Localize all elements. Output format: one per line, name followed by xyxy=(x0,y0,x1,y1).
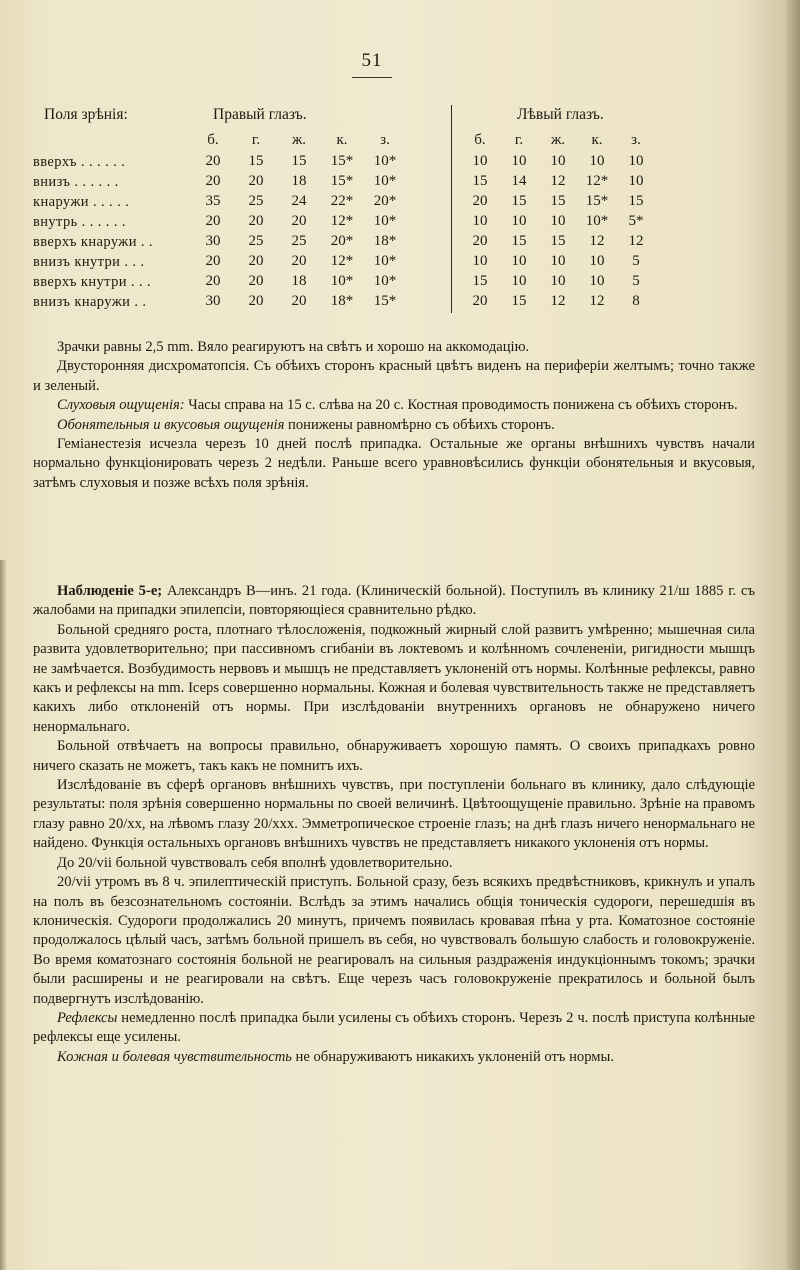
table-cell-left-eye: 20 xyxy=(472,193,488,209)
column-header: б. xyxy=(207,132,219,148)
table-cell-right-eye: 18 xyxy=(291,273,307,289)
paragraph: Больной средняго роста, плотнаго тѣлосложенія, подкожный жирный слой развитъ умѣренно; мышечная сила развита удовлетворительно; при пассивномъ сгибаніи въ локтевомъ и колѣнномъ сочлененіи, ригидности мышцъ не замѣчается. Возбудимость нервовъ и мышцъ не представляетъ уклоненій отъ нормы. Колѣнные рефлексы, равно какъ и рефлексы на mm. Ісерѕ совершенно нормальны. Кожная и болевая чувствительность также не представляетъ какихъ либо отклоненій отъ нормы. При изслѣдованіи внутреннихъ органовъ не обнаружено ничего ненормальнаго. xyxy=(33,621,755,735)
paragraph-text: понижены равномѣрно съ обѣихъ сторонъ. xyxy=(284,416,555,433)
table-cell-right-eye: 20* xyxy=(330,233,354,249)
table-cell-right-eye: 10* xyxy=(330,273,354,289)
table-cell-right-eye: 18* xyxy=(330,293,354,309)
table-cell-left-eye: 10 xyxy=(511,253,527,269)
text-block-1 xyxy=(33,338,755,493)
paragraph: Двусторонняя дисхроматопсія. Съ обѣихъ сторонъ красный цвѣтъ виденъ на периферіи желтымъ; точно также и зеленый. xyxy=(33,358,755,394)
paragraph xyxy=(33,582,755,621)
table-cell-left-eye: 12 xyxy=(589,233,605,249)
column-header: ж. xyxy=(291,132,307,148)
table-cell-left-eye: 15 xyxy=(472,273,488,289)
table-cell-right-eye: 10* xyxy=(373,253,397,269)
italic-heading: Слуховыя ощущенія: xyxy=(57,397,185,414)
table-cell-left-eye: 15 xyxy=(511,193,527,209)
table-row-label: кнаружи . . . . . xyxy=(33,194,130,210)
table-cell-right-eye: 20 xyxy=(205,213,221,229)
paragraph: 20/vіі утромъ въ 8 ч. эпилептическій приступъ. Больной сразу, безъ всякихъ предвѣстниковъ, крикнулъ и упалъ на полъ въ безсознательномъ состояніи. Вслѣдъ за этимъ начались общія тоническія судороги, перешедшія въ клоническія. Судороги продолжались 20 минутъ, причемъ появилась кровавая пѣна у рта. Коматозное состояніе продолжалось цѣлый часъ, затѣмъ больной пришелъ въ себя, но чувствовалъ большую слабость и головокруженіе. Во время коматознаго состоянія больной не реагировалъ на сильныя раздраженія индукціоннымъ токомъ; зрачки были расширены и не реагировали на свѣтъ. Еще черезъ часъ головокруженіе прекратилось и больной былъ подвергнутъ изслѣдованію. xyxy=(33,874,755,1007)
table-row-label: вверхъ кнаружи . . xyxy=(33,234,153,250)
table-cell-right-eye: 20 xyxy=(248,173,264,189)
table-cell-left-eye: 10 xyxy=(511,153,527,169)
table-title-left-eye: Лѣвый глазъ. xyxy=(517,106,604,123)
table-cell-left-eye: 10 xyxy=(472,253,488,269)
table-cell-left-eye: 10 xyxy=(511,213,527,229)
table-cell-right-eye: 20 xyxy=(248,273,264,289)
table-cell-right-eye: 12* xyxy=(330,213,354,229)
table-cell-right-eye: 20 xyxy=(291,293,307,309)
table-cell-left-eye: 10 xyxy=(589,253,605,269)
table-cell-right-eye: 20 xyxy=(205,173,221,189)
table-cell-right-eye: 25 xyxy=(291,233,307,249)
paragraph xyxy=(33,1009,755,1048)
table-cell-left-eye: 15 xyxy=(511,293,527,309)
column-header: з. xyxy=(380,132,390,148)
table-cell-right-eye: 15* xyxy=(330,153,354,169)
table-cell-left-eye: 10 xyxy=(589,273,605,289)
paragraph-text: Александръ В—инъ. 21 года. (Клиническій больной). Поступилъ въ клинику 21/ш 1885 г. съ жалобами на припадки эпилепсіи, повторяющіеся сравнительно рѣдко. xyxy=(33,583,755,619)
table-cell-right-eye: 20 xyxy=(205,253,221,269)
table-cell-right-eye: 24 xyxy=(291,193,307,209)
table-cell-right-eye: 20 xyxy=(205,153,221,169)
table-cell-left-eye: 10 xyxy=(472,153,488,169)
table-cell-left-eye: 12 xyxy=(589,293,605,309)
italic-heading: Рефлексы xyxy=(57,1009,118,1026)
table-cell-left-eye: 10 xyxy=(550,213,566,229)
table-cell-right-eye: 15* xyxy=(373,293,397,309)
table-row-label: внутрь . . . . . . xyxy=(33,214,126,230)
table-cell-right-eye: 15 xyxy=(291,153,307,169)
paragraph-text: немедленно послѣ припадка были усилены съ обѣихъ сторонъ. Черезъ 2 ч. послѣ приступа колѣнные рефлексы еще усилены. xyxy=(33,1009,755,1046)
table-cell-left-eye: 20 xyxy=(472,293,488,309)
table-cell-right-eye: 25 xyxy=(248,193,264,209)
column-header: к. xyxy=(336,132,348,148)
table-cell-right-eye: 20* xyxy=(373,193,397,209)
table-cell-left-eye: 10 xyxy=(550,153,566,169)
table-row-label: вверхъ . . . . . . xyxy=(33,154,126,170)
table-cell-right-eye: 22* xyxy=(330,193,354,209)
table-cell-right-eye: 20 xyxy=(248,293,264,309)
table-cell-left-eye: 10 xyxy=(628,173,644,189)
table-cell-right-eye: 18 xyxy=(291,173,307,189)
table-cell-right-eye: 10* xyxy=(373,153,397,169)
column-header: к. xyxy=(591,132,603,148)
table-cell-left-eye: 15* xyxy=(585,193,609,209)
column-header: г. xyxy=(514,132,524,148)
table-cell-right-eye: 10* xyxy=(373,173,397,189)
table-cell-right-eye: 25 xyxy=(248,233,264,249)
table-divider xyxy=(451,105,452,313)
column-header: б. xyxy=(474,132,486,148)
table-cell-right-eye: 20 xyxy=(291,253,307,269)
table-row-label: вверхъ кнутри . . . xyxy=(33,274,152,290)
column-header: г. xyxy=(251,132,261,148)
table-row-label: внизъ . . . . . . xyxy=(33,174,119,190)
table-cell-left-eye: 5* xyxy=(628,213,644,229)
page-edge-left xyxy=(0,560,6,1270)
table-cell-left-eye: 15 xyxy=(550,193,566,209)
table-cell-right-eye: 20 xyxy=(291,213,307,229)
table-cell-left-eye: 15 xyxy=(628,193,644,209)
table-cell-right-eye: 10* xyxy=(373,213,397,229)
table-cell-left-eye: 5 xyxy=(632,253,640,269)
italic-heading: Кожная и болевая чувствительность xyxy=(57,1048,292,1065)
observation-heading: Наблюденіе 5-е; xyxy=(57,583,163,599)
page-number-underline xyxy=(352,77,392,78)
text-block-2 xyxy=(33,582,755,1067)
table-cell-right-eye: 30 xyxy=(205,233,221,249)
table-cell-right-eye: 20 xyxy=(248,213,264,229)
column-header: з. xyxy=(631,132,641,148)
italic-heading: Обонятельныя и вкусовыя ощущенія xyxy=(57,416,285,433)
table-cell-left-eye: 8 xyxy=(632,293,640,309)
table-cell-left-eye: 12 xyxy=(550,173,566,189)
table-cell-right-eye: 30 xyxy=(205,293,221,309)
table-cell-right-eye: 18* xyxy=(373,233,397,249)
table-cell-left-eye: 15 xyxy=(550,233,566,249)
page-number: 51 xyxy=(361,50,383,71)
paragraph: Изслѣдованіе въ сферѣ органовъ внѣшнихъ чувствъ, при поступленіи больнаго въ клинику, дало слѣдующіе результаты: поля зрѣнія совершенно нормальны по своей величинѣ. Цвѣтоощущеніе правильно. Зрѣніе на правомъ глазу равно 20/хх, на лѣвомъ глазу 20/ххх. Эмметропическое строеніе глазъ; на днѣ глазъ ничего ненормальнаго не найдено. Функція остальныхъ органовъ внѣшнихъ чувствъ не представляетъ никакого уклоненія отъ нормы. xyxy=(33,777,755,852)
table-cell-left-eye: 15 xyxy=(511,233,527,249)
table-row-label: внизъ кнутри . . . xyxy=(33,254,145,270)
table-cell-left-eye: 12 xyxy=(550,293,566,309)
table-cell-left-eye: 20 xyxy=(472,233,488,249)
paragraph xyxy=(33,416,755,435)
table-cell-right-eye: 10* xyxy=(373,273,397,289)
paragraph: До 20/vіі больной чувствовалъ себя вполнѣ удовлетворительно. xyxy=(57,854,453,871)
table-cell-left-eye: 5 xyxy=(632,273,640,289)
paragraph: Геміанестезія исчезла черезъ 10 дней послѣ припадка. Остальные же органы внѣшнихъ чувствъ начали нормально функціонировать черезъ 2 недѣли. Раньше всего уравновѣсились функціи обонятельныя и вкусовыя, затѣмъ слуховыя и позже всѣхъ поля зрѣнія. xyxy=(33,436,755,491)
paragraph: Больной отвѣчаетъ на вопросы правильно, обнаруживаетъ хорошую память. О своихъ припадкахъ ровно ничего сказать не можетъ, такъ какъ не помнитъ ихъ. xyxy=(33,738,755,774)
paragraph: Зрачки равны 2,5 mm. Вяло реагируютъ на свѣтъ и хорошо на аккомодацію. xyxy=(57,339,530,355)
table-title-fields: Поля зрѣнія: xyxy=(44,106,128,123)
table-cell-left-eye: 10 xyxy=(550,273,566,289)
table-cell-left-eye: 10 xyxy=(628,153,644,169)
paragraph-text: Часы справа на 15 с. слѣва на 20 с. Костная проводимость понижена съ обѣихъ сторонъ. xyxy=(184,397,738,414)
table-cell-left-eye: 12 xyxy=(628,233,644,249)
paragraph-text: не обнаруживаютъ никакихъ уклоненій отъ нормы. xyxy=(291,1048,614,1065)
table-cell-left-eye: 10 xyxy=(550,253,566,269)
table-cell-left-eye: 10 xyxy=(472,213,488,229)
paragraph xyxy=(33,396,755,415)
table-cell-left-eye: 10* xyxy=(585,213,609,229)
table-cell-left-eye: 10 xyxy=(511,273,527,289)
table-title-right-eye: Правый глазъ. xyxy=(213,106,307,123)
table-cell-left-eye: 14 xyxy=(511,173,527,189)
table-cell-left-eye: 10 xyxy=(589,153,605,169)
table-cell-right-eye: 15 xyxy=(248,153,264,169)
paragraph xyxy=(33,1048,755,1067)
table-row-label: внизъ кнаружи . . xyxy=(33,294,147,310)
table-cell-left-eye: 12* xyxy=(585,173,609,189)
table-cell-right-eye: 20 xyxy=(248,253,264,269)
table-cell-right-eye: 12* xyxy=(330,253,354,269)
table-cell-right-eye: 35 xyxy=(205,193,221,209)
table-cell-right-eye: 15* xyxy=(330,173,354,189)
table-cell-left-eye: 15 xyxy=(472,173,488,189)
table-cell-right-eye: 20 xyxy=(205,273,221,289)
column-header: ж. xyxy=(550,132,566,148)
page-edge-right xyxy=(786,0,800,1270)
